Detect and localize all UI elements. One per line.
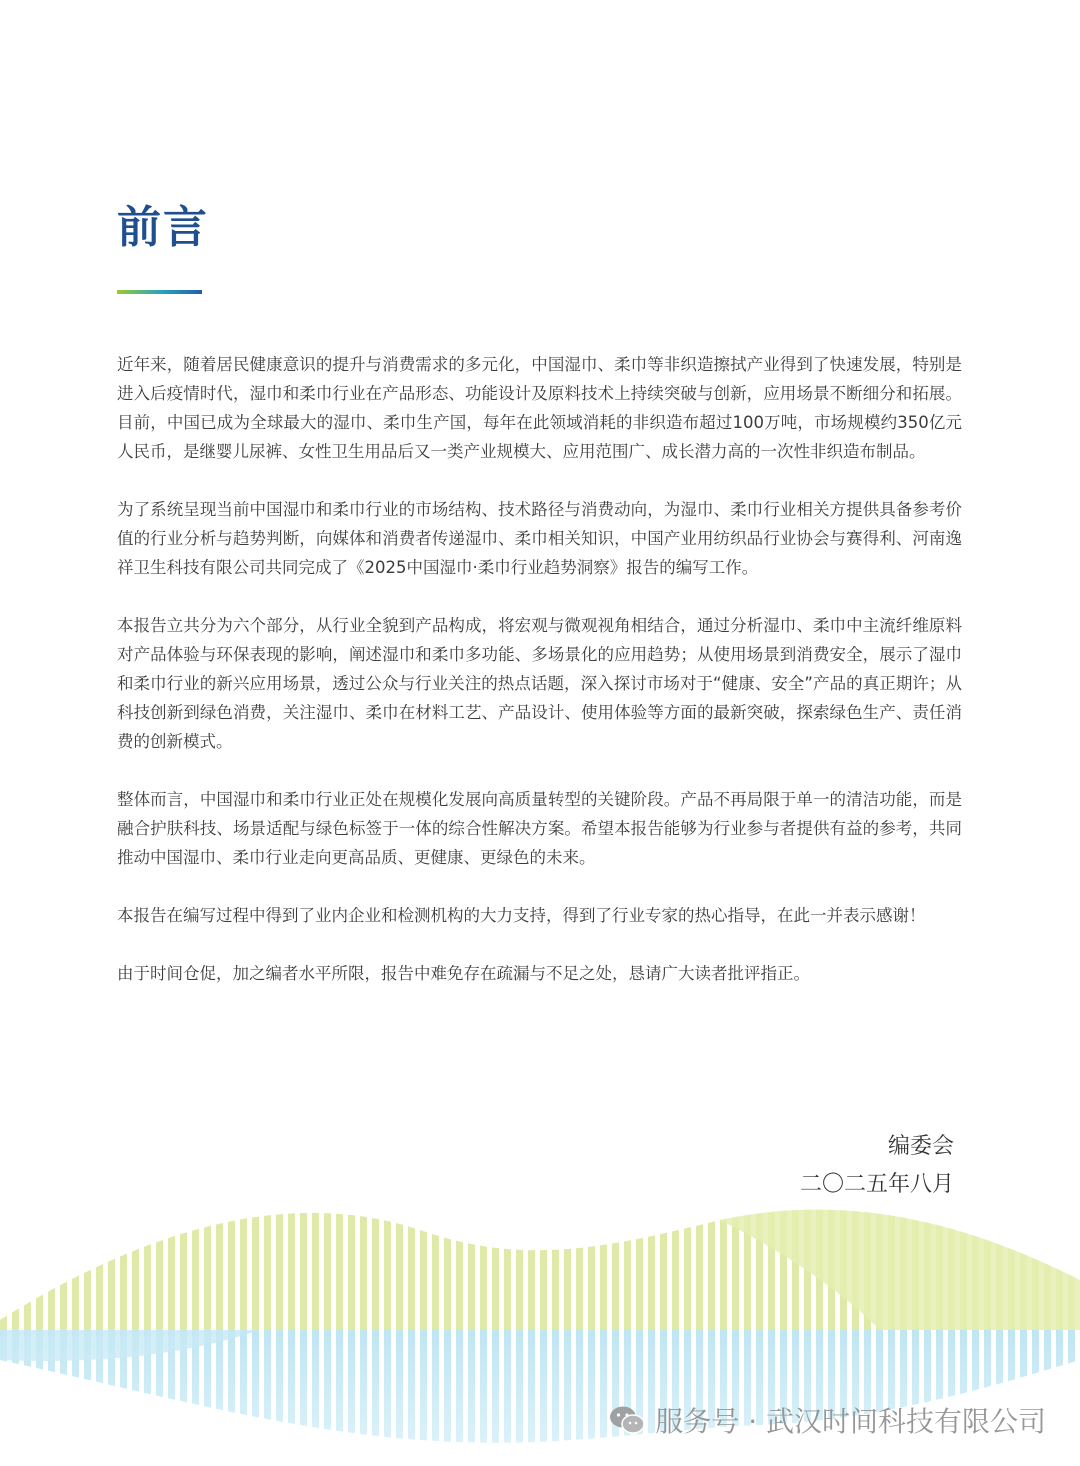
watermark-text: 服务号 · 武汉时间科技有限公司 bbox=[655, 1405, 1046, 1438]
watermark bbox=[609, 1400, 1046, 1440]
paragraph-1: 近年来，随着居民健康意识的提升与消费需求的多元化，中国湿巾、柔巾等非织造擦拭产业得到了快速发展，特别是进入后疫情时代，湿巾和柔巾行业在产品形态、功能设计及原料技术上持续突破与创新，应用场景不断细分和拓展。目前，中国已成为全球最大的湿巾、柔巾生产国，每年在此领域消耗的非织造布超过100万吨，市场规模约350亿元人民币，是继婴儿尿裤、女性卫生用品后又一类产业规模大、应用范围广、成长潜力高的一次性非织造布制品。 bbox=[117, 355, 962, 461]
paragraph-5: 本报告在编写过程中得到了业内企业和检测机构的大力支持，得到了行业专家的热心指导，在此一并表示感谢！ bbox=[117, 906, 926, 925]
signature-author: 编委会 bbox=[887, 1134, 954, 1159]
paragraph-3: 本报告立共分为六个部分，从行业全貌到产品构成，将宏观与微观视角相结合，通过分析湿巾、柔巾中主流纤维原料对产品体验与环保表现的影响，阐述湿巾和柔巾多功能、多场景化的应用趋势；从使用场景到消费安全，展示了湿巾和柔巾行业的新兴应用场景，透过公众与行业关注的热点话题，深入探讨市场对于“健康、安全”产品的真正期许；从科技创新到绿色消费，关注湿巾、柔巾在材料工艺、产品设计、使用体验等方面的最新突破，探索绿色生产、责任消费的创新模式。 bbox=[117, 616, 962, 751]
signature-date: 二〇二五年八月 bbox=[799, 1172, 954, 1197]
paragraph-2: 为了系统呈现当前中国湿巾和柔巾行业的市场结构、技术路径与消费动向，为湿巾、柔巾行业相关方提供具备参考价值的行业分析与趋势判断，向媒体和消费者传递湿巾、柔巾相关知识，中国产业用纺织品行业协会与赛得利、河南逸祥卫生科技有限公司共同完成了《2025中国湿巾·柔巾行业趋势洞察》报告的编写工作。 bbox=[117, 500, 962, 577]
body-text bbox=[117, 350, 962, 1017]
title-underline bbox=[117, 290, 202, 294]
page-title: 前言 bbox=[117, 202, 209, 253]
wechat-icon bbox=[609, 1405, 645, 1435]
paragraph-6: 由于时间仓促，加之编者水平所限，报告中难免存在疏漏与不足之处，恳请广大读者批评指正。 bbox=[117, 964, 810, 983]
paragraph-4: 整体而言，中国湿巾和柔巾行业正处在规模化发展向高质量转型的关键阶段。产品不再局限于单一的清洁功能，而是融合护肤科技、场景适配与绿色标签于一体的综合性解决方案。希望本报告能够为行业参与者提供有益的参考，共同推动中国湿巾、柔巾行业走向更高品质、更健康、更绿色的未来。 bbox=[117, 790, 962, 867]
